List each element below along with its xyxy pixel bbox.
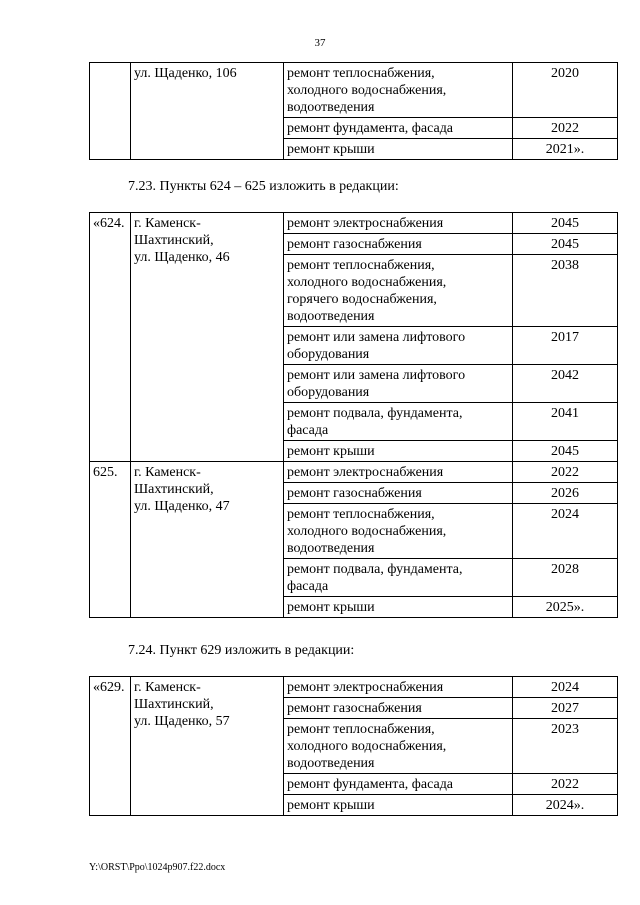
repair-work-cell: ремонт газоснабжения: [284, 234, 513, 255]
footer-file-path: Y:\ORST\Ppo\1024p907.f22.docx: [89, 862, 226, 873]
table-row: [90, 462, 618, 483]
year-cell: 2024: [513, 504, 618, 559]
repair-work-cell: ремонт подвала, фундамента, фасада: [284, 559, 513, 597]
repair-work-cell: ремонт подвала, фундамента, фасада: [284, 403, 513, 441]
paragraph-7-24: 7.24. Пункт 629 изложить в редакции:: [128, 643, 355, 658]
repair-work-cell: ремонт фундамента, фасада: [284, 118, 513, 139]
year-cell: 2022: [513, 118, 618, 139]
repair-work-cell: ремонт крыши: [284, 441, 513, 462]
year-cell: 2022: [513, 774, 618, 795]
year-cell: 2017: [513, 327, 618, 365]
item-number: «624.: [90, 213, 131, 462]
housing-table-top: [89, 62, 618, 160]
paragraph-7-23: 7.23. Пункты 624 – 625 изложить в редакции:: [128, 179, 399, 194]
year-cell: 2023: [513, 719, 618, 774]
repair-work-cell: ремонт теплоснабжения, холодного водоснабжения, водоотведения: [284, 504, 513, 559]
repair-work-cell: ремонт крыши: [284, 597, 513, 618]
year-cell: 2024: [513, 677, 618, 698]
repair-work-cell: ремонт электроснабжения: [284, 213, 513, 234]
table-row: [90, 63, 618, 118]
repair-work-cell: ремонт или замена лифтового оборудования: [284, 365, 513, 403]
housing-table-629: [89, 676, 618, 816]
year-cell: 2025».: [513, 597, 618, 618]
year-cell: 2022: [513, 462, 618, 483]
item-number: «629.: [90, 677, 131, 816]
year-cell: 2021».: [513, 139, 618, 160]
housing-table-624-625: [89, 212, 618, 618]
address-cell: г. Каменск- Шахтинский, ул. Щаденко, 46: [131, 213, 284, 462]
repair-work-cell: ремонт газоснабжения: [284, 483, 513, 504]
year-cell: 2026: [513, 483, 618, 504]
item-number: 625.: [90, 462, 131, 618]
repair-work-cell: ремонт теплоснабжения, холодного водоснабжения, водоотведения: [284, 63, 513, 118]
repair-work-cell: ремонт газоснабжения: [284, 698, 513, 719]
repair-work-cell: ремонт крыши: [284, 139, 513, 160]
address-cell: г. Каменск- Шахтинский, ул. Щаденко, 57: [131, 677, 284, 816]
year-cell: 2028: [513, 559, 618, 597]
year-cell: 2042: [513, 365, 618, 403]
year-cell: 2024».: [513, 795, 618, 816]
year-cell: 2038: [513, 255, 618, 327]
table-row: [90, 213, 618, 234]
address-cell: г. Каменск- Шахтинский, ул. Щаденко, 47: [131, 462, 284, 618]
repair-work-cell: ремонт теплоснабжения, холодного водоснабжения, водоотведения: [284, 719, 513, 774]
year-cell: 2041: [513, 403, 618, 441]
repair-work-cell: ремонт крыши: [284, 795, 513, 816]
repair-work-cell: ремонт электроснабжения: [284, 677, 513, 698]
year-cell: 2027: [513, 698, 618, 719]
page-number: 37: [314, 37, 326, 49]
year-cell: 2045: [513, 213, 618, 234]
repair-work-cell: ремонт фундамента, фасада: [284, 774, 513, 795]
repair-work-cell: ремонт теплоснабжения, холодного водоснабжения, горячего водоснабжения, водоотведения: [284, 255, 513, 327]
repair-work-cell: ремонт электроснабжения: [284, 462, 513, 483]
year-cell: 2045: [513, 441, 618, 462]
address-cell: ул. Щаденко, 106: [131, 63, 284, 160]
repair-work-cell: ремонт или замена лифтового оборудования: [284, 327, 513, 365]
year-cell: 2020: [513, 63, 618, 118]
item-number: [90, 63, 131, 160]
table-row: [90, 677, 618, 698]
year-cell: 2045: [513, 234, 618, 255]
